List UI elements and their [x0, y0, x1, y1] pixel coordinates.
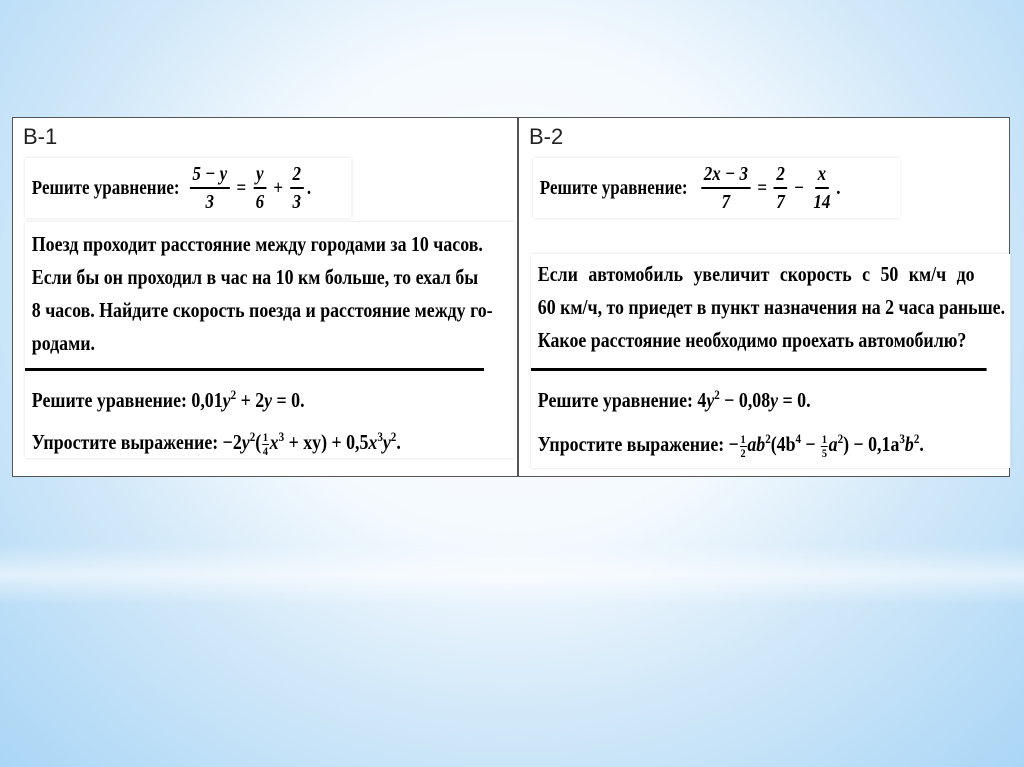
v1-problem-line: Поезд проходит расстояние между городами за 10 часов. — [31, 232, 483, 256]
v1-problem-line: 8 часов. Найдите скорость поезда и расстояние между го- — [31, 298, 493, 322]
v2-f3-den: 14 — [813, 191, 831, 213]
v2-eq-end: . — [836, 176, 841, 199]
v2-separator-rule — [531, 368, 987, 371]
v1-eq-prefix: Решите уравнение: — [31, 176, 180, 199]
v1-f2-num: y — [253, 161, 266, 189]
v1-simp-prefix: Упростите выражение: −2 — [31, 430, 242, 454]
v2-quad-var2: y — [770, 388, 779, 412]
v2-equation-snippet — [533, 158, 900, 218]
v2-simp-pow-a3: 3 — [899, 431, 905, 446]
v2-simp-rest: ) − 0,1a — [843, 432, 900, 456]
v2-quad-var1: y — [706, 388, 715, 412]
v2-simp-f1-den: 2 — [740, 445, 746, 460]
variants-table — [12, 117, 1010, 477]
v1-f2-den: 6 — [255, 191, 265, 213]
v2-f2-den: 7 — [776, 191, 785, 213]
v1-problem-line: родами. — [31, 331, 96, 355]
v1-simp-pow-x2: 3 — [377, 429, 383, 444]
v2-equation — [533, 158, 900, 218]
v2-f3-num: x — [815, 161, 829, 189]
v1-simp-pow-y2: 2 — [390, 429, 397, 444]
background-highlight-band — [0, 545, 1024, 605]
v2-simp-end: . — [919, 432, 924, 456]
v1-simp-end: . — [396, 430, 401, 454]
v2-quad-mid: − 0,08 — [719, 388, 771, 412]
v1-simp-fraction — [262, 431, 269, 458]
v1-simp-y: y — [241, 430, 250, 454]
v1-eq-end: . — [306, 176, 312, 199]
v1-simp-x2: x — [368, 430, 378, 454]
v1-simp-frac-num: 1 — [262, 429, 268, 444]
v1-simp-x: x — [269, 430, 279, 454]
v1-simp-pow-x: 3 — [278, 429, 285, 444]
v2-simp-fraction-2 — [821, 433, 828, 460]
v2-fraction-3 — [811, 161, 833, 215]
v2-simp-f2-den: 5 — [821, 445, 827, 460]
v2-simp-pow-b2: 2 — [913, 431, 920, 446]
v1-quad-mid: + 2 — [236, 388, 265, 412]
v1-separator-rule — [25, 368, 484, 371]
v1-eq-sign: = — [236, 176, 247, 199]
v2-simp-pow-b: 2 — [765, 431, 771, 446]
v2-quad-pow1: 2 — [714, 387, 720, 402]
v2-simp-pow-b4: 4 — [795, 431, 802, 446]
v1-quad-var1: y — [222, 388, 231, 412]
v2-fraction-2 — [774, 161, 788, 215]
v1-simp-pow-y: 2 — [249, 429, 256, 444]
v2-simp-f1-num: 1 — [740, 431, 746, 446]
v1-f3-num: 2 — [290, 161, 304, 189]
v2-quadratic-equation — [538, 378, 811, 417]
variant-1-label: В-1 — [23, 124, 58, 149]
v1-equation — [25, 158, 351, 218]
v1-quad-var2: y — [264, 388, 273, 412]
v1-fraction-1 — [190, 161, 230, 215]
v2-eq-prefix: Решите уравнение: — [539, 176, 688, 199]
v2-quad-tail: = 0. — [778, 388, 811, 412]
v2-problem-line: Если автомобиль увеличит скорость с 50 км/ч до — [537, 262, 975, 286]
v2-problem-line: 60 км/ч, то приедет в пункт назначения на 2 часа раньше. — [537, 295, 1006, 319]
v1-f1-den: 3 — [205, 191, 215, 213]
variant-2-label: В-2 — [529, 124, 564, 149]
v1-simp-frac-den: 4 — [262, 443, 268, 458]
v1-quad-pow1: 2 — [230, 387, 237, 402]
v2-simp-pow-a: 2 — [837, 431, 844, 446]
v2-problem-snippet — [531, 254, 1010, 468]
v2-simplify-expression — [538, 422, 924, 461]
v1-quad-prefix: Решите уравнение: 0,01 — [31, 388, 223, 412]
v2-eq-sign: = — [757, 176, 768, 199]
v1-fraction-2 — [253, 161, 267, 215]
v2-minus: − — [794, 176, 804, 199]
v1-problem-snippet — [25, 222, 515, 458]
v1-problem-line: Если бы он проходил в час на 10 км больше, то ехал бы — [31, 265, 479, 289]
v2-simp-fraction-1 — [740, 433, 747, 460]
v1-simplify-expression — [32, 420, 401, 459]
variant-1-cell — [13, 118, 517, 476]
v1-f3-den: 3 — [292, 191, 301, 213]
v2-fraction-1 — [701, 161, 750, 215]
v1-equation-snippet — [25, 158, 351, 218]
v2-quad-prefix: Решите уравнение: 4 — [537, 388, 707, 412]
v1-simp-y2: y — [382, 430, 391, 454]
v2-simp-prefix: Упростите выражение: − — [537, 432, 739, 456]
v1-fraction-3 — [290, 161, 304, 215]
v2-problem-line: Какое расстояние необходимо проехать автомобилю? — [537, 328, 967, 352]
v2-f1-den: 7 — [721, 191, 731, 213]
v2-simp-b: b — [904, 432, 914, 456]
v1-simp-open: ( — [255, 430, 262, 454]
v2-f2-num: 2 — [774, 161, 788, 189]
v1-f1-num: 5 − y — [190, 161, 230, 189]
v1-plus: + — [273, 176, 284, 199]
variant-2-cell — [519, 118, 1009, 476]
v2-simp-ab: ab — [747, 432, 766, 456]
v2-simp-open: (4b — [770, 432, 796, 456]
v1-quad-tail: = 0. — [272, 388, 305, 412]
v1-simp-plus-xy: + xy) + 0,5 — [284, 430, 369, 454]
v2-simp-minus: − — [801, 432, 821, 456]
v2-f1-num: 2x − 3 — [701, 161, 750, 189]
v2-simp-f2-num: 1 — [821, 431, 827, 446]
v1-quadratic-equation — [32, 378, 305, 417]
v2-simp-a: a — [828, 432, 838, 456]
